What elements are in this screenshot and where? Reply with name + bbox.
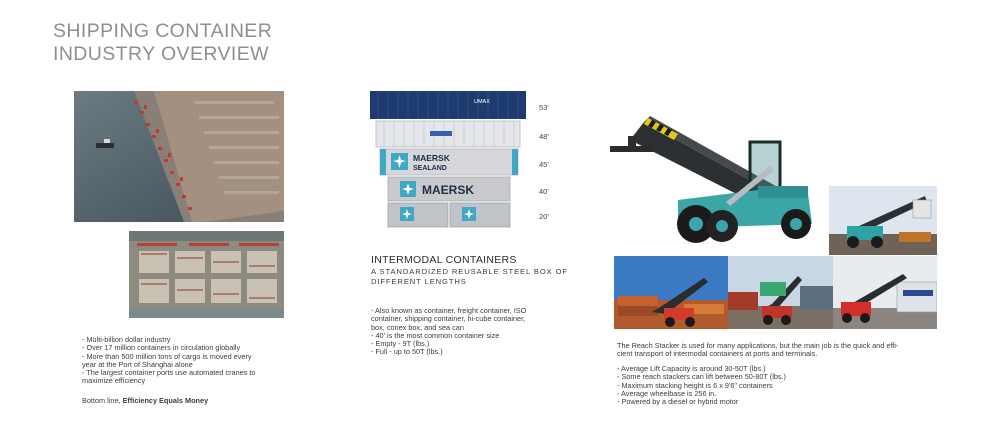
fact-line: - Maximum stacking height is 6 x 9'6" containers [617, 380, 773, 390]
container-stack-illustration [368, 89, 528, 229]
bottom-line [82, 397, 208, 405]
intro-line-2: cient transport of intermodal containers at ports and terminals. [617, 349, 818, 359]
title-line-1: SHIPPING CONTAINER [53, 20, 273, 42]
fact-line: - Over 17 million containers in circulation globally [82, 343, 241, 353]
fact-line: - Multi-billion dollar industry [82, 335, 171, 344]
subheading-line-2: DIFFERENT LENGTHS [371, 277, 467, 286]
fact-line: - Average Lift Capacity is around 30-50T (lbs.) [617, 364, 766, 373]
fact-line: - Powered by a diesel or hybrid motor [617, 397, 739, 407]
section-heading: INTERMODAL CONTAINERS [371, 254, 517, 266]
port-aerial-photo [74, 91, 284, 222]
reach-stacker-intro [617, 342, 947, 359]
maersk-text: MAERSK [422, 183, 475, 197]
fact-line: - Also known as container, freight container, ISO [371, 306, 527, 315]
fact-line: container, shipping container, hi-cube container, [371, 314, 526, 324]
reach-stacker-photo-3 [728, 256, 833, 329]
reach-stacker-facts [617, 365, 947, 406]
bottom-line-prefix: Bottom line, [82, 396, 123, 405]
length-label-20: 20' [539, 212, 549, 221]
section-subheading [371, 267, 568, 287]
fact-line: maximize efficiency [82, 376, 146, 386]
fact-line: - Some reach stackers can lift between 50-80T (lbs.) [617, 372, 786, 382]
fact-line: - More than 500 million tons of cargo is moved every [82, 351, 252, 361]
fact-line: - Full - up to 50T (lbs.) [371, 347, 443, 357]
subheading-line-1: A STANDARDIZED REUSABLE STEEL BOX OF [371, 267, 568, 276]
length-label-48: 48' [539, 132, 549, 141]
fact-line: box, conex box, and sea can [371, 322, 464, 332]
maersk-sealand-text-1: MAERSK [413, 153, 450, 163]
reach-stacker-photo-4 [833, 256, 937, 329]
umax-logo: UMAX [474, 99, 490, 105]
fact-line: - The largest container ports use automated cranes to [82, 368, 256, 378]
fact-line: - Empty - 9T (lbs.) [371, 339, 430, 349]
fact-line: - 40' is the most common container size [371, 330, 500, 340]
length-label-53: 53' [539, 103, 549, 112]
maersk-sealand-text-2: SEALAND [413, 165, 447, 172]
container-facts [371, 307, 571, 357]
fact-line: - Average wheelbase is 256 in. [617, 388, 717, 398]
page-title [53, 20, 272, 66]
intro-line-1: The Reach Stacker is used for many applications, but the main job is the quick and effi- [617, 341, 899, 350]
length-label-40: 40' [539, 187, 549, 196]
industry-facts [82, 336, 297, 386]
terminal-aerial-photo [129, 231, 284, 318]
reach-stacker-photo-2 [614, 256, 728, 329]
length-label-45: 45' [539, 160, 549, 169]
reach-stacker-illustration [608, 82, 816, 250]
bottom-line-emphasis: Efficiency Equals Money [122, 396, 209, 405]
reach-stacker-photo-1 [829, 186, 937, 255]
fact-line: year at the Port of Shanghai alone [82, 359, 193, 369]
title-line-2: INDUSTRY OVERVIEW [53, 43, 269, 65]
